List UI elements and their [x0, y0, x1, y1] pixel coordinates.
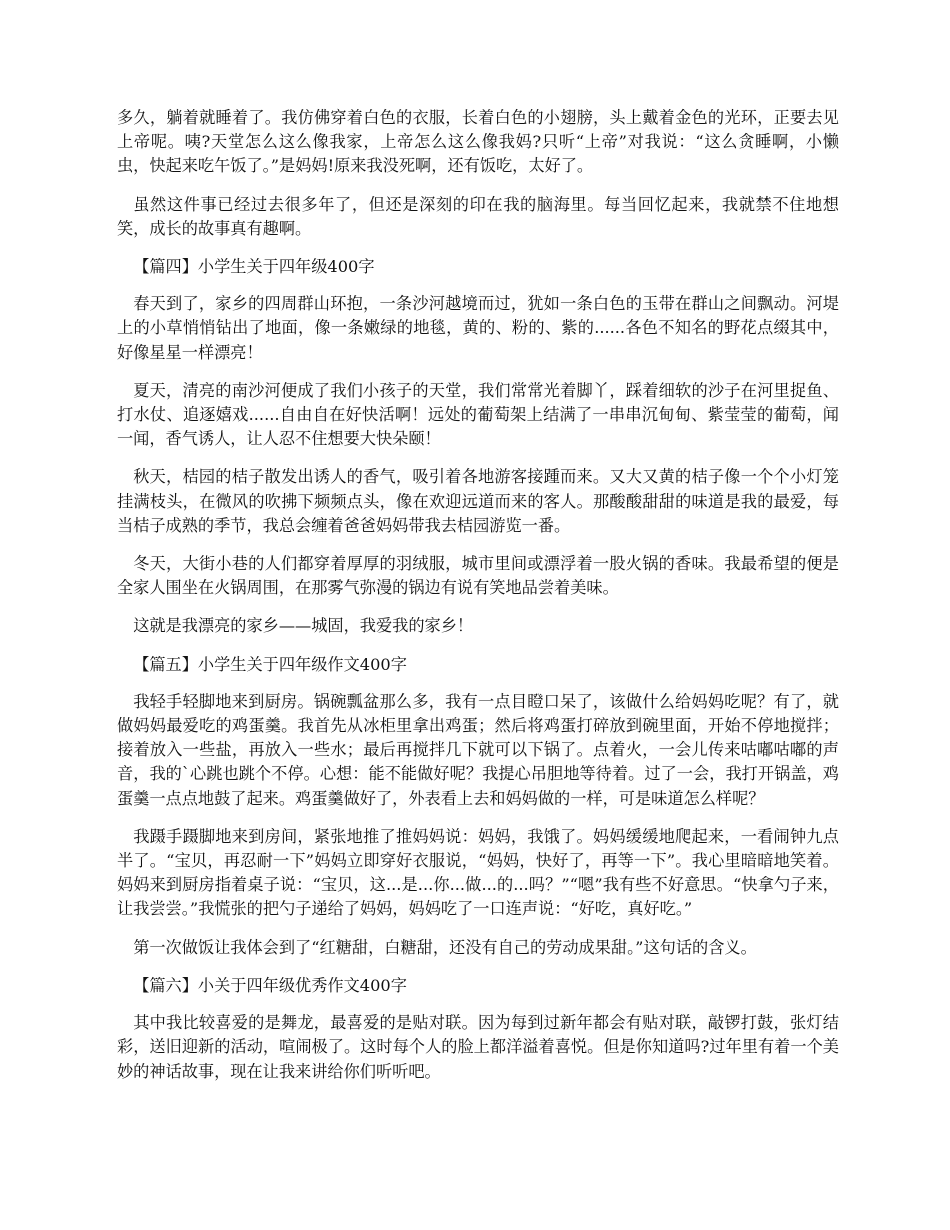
- paragraph: 春天到了，家乡的四周群山环抱，一条沙河越境而过，犹如一条白色的玉带在群山之间飘动。河堤上的小草悄悄钻出了地面，像一条嫩绿的地毯，黄的、粉的、紫的......各色不知名的野花点缀其中，好像星星一样漂亮！: [117, 294, 839, 362]
- paragraph: 虽然这件事已经过去很多年了，但还是深刻的印在我的脑海里。每当回忆起来，我就禁不住地想笑，成长的故事真有趣啊。: [117, 194, 839, 238]
- paragraph: 我轻手轻脚地来到厨房。锅碗瓢盆那么多，我有一点目瞪口呆了，该做什么给妈妈吃呢？有了，就做妈妈最爱吃的鸡蛋羹。我首先从冰柜里拿出鸡蛋；然后将鸡蛋打碎放到碗里面，开始不停地搅拌；接着放入一些盐，再放入一些水；最后再搅拌几下就可以下锅了。点着火，一会儿传来咕嘟咕嘟的声音，我的`心跳也跳个不停。心想：能不能做好呢？我提心吊胆地等待着。过了一会，我打开锅盖，鸡蛋羹一点点地鼓了起来。鸡蛋羹做好了，外表看上去和妈妈做的一样，可是味道怎么样呢？: [117, 691, 839, 808]
- section-heading: 【篇四】小学生关于四年级400字: [133, 257, 375, 277]
- paragraph: 秋天，桔园的桔子散发出诱人的香气，吸引着各地游客接踵而来。又大又黄的桔子像一个个小灯笼挂满枝头，在微风的吹拂下频频点头，像在欢迎远道而来的客人。那酸酸甜甜的味道是我的最爱，每当桔子成熟的季节，我总会缠着爸爸妈妈带我去桔园游览一番。: [117, 467, 839, 535]
- paragraph: 这就是我漂亮的家乡——城固，我爱我的家乡！: [133, 616, 474, 636]
- paragraph: 第一次做饭让我体会到了“红糖甜，白糖甜，还没有自己的劳动成果甜。”这句话的含义。: [133, 937, 757, 957]
- section-heading: 【篇六】小关于四年级优秀作文400字: [133, 975, 407, 995]
- section-heading: 【篇五】小学生关于四年级作文400字: [133, 654, 407, 674]
- paragraph: 冬天，大街小巷的人们都穿着厚厚的羽绒服，城市里间或漂浮着一股火锅的香味。我最希望的便是全家人围坐在火锅周围，在那雾气弥漫的锅边有说有笑地品尝着美味。: [117, 554, 839, 598]
- paragraph: 多久，躺着就睡着了。我仿佛穿着白色的衣服，长着白色的小翅膀，头上戴着金色的光环，正要去见上帝呢。咦?天堂怎么这么像我家，上帝怎么这么像我妈?只听“上帝”对我说：“这么贪睡啊，小懒虫，快起来吃午饭了。”是妈妈!原来我没死啊，还有饭吃，太好了。: [117, 108, 839, 176]
- paragraph: 夏天，清亮的南沙河便成了我们小孩子的天堂，我们常常光着脚丫，踩着细软的沙子在河里捉鱼、打水仗、追逐嬉戏......自由自在好快活啊！远处的葡萄架上结满了一串串沉甸甸、紫莹莹的葡萄，闻一闻，香气诱人，让人忍不住想要大快朵颐！: [117, 380, 839, 449]
- paragraph: 其中我比较喜爱的是舞龙，最喜爱的是贴对联。因为每到过新年都会有贴对联，敲锣打鼓，张灯结彩，送旧迎新的活动，喧闹极了。这时每个人的脸上都洋溢着喜悦。但是你知道吗?过年里有着一个美妙的神话故事，现在让我来讲给你们听听吧。: [117, 1013, 839, 1081]
- paragraph: 我蹑手蹑脚地来到房间，紧张地推了推妈妈说：妈妈，我饿了。妈妈缓缓地爬起来，一看闹钟九点半了。“宝贝，再忍耐一下”妈妈立即穿好衣服说，“妈妈，快好了，再等一下”。我心里暗暗地笑着。妈妈来到厨房指着桌子说：“宝贝，这...是...你...做...的...吗？”“嗯”我有些不好意思。“快拿勺子来，让我尝尝。”我慌张的把勺子递给了妈妈，妈妈吃了一口连声说：“好吃，真好吃。”: [117, 826, 839, 919]
- document-page: [117, 106, 839, 1098]
